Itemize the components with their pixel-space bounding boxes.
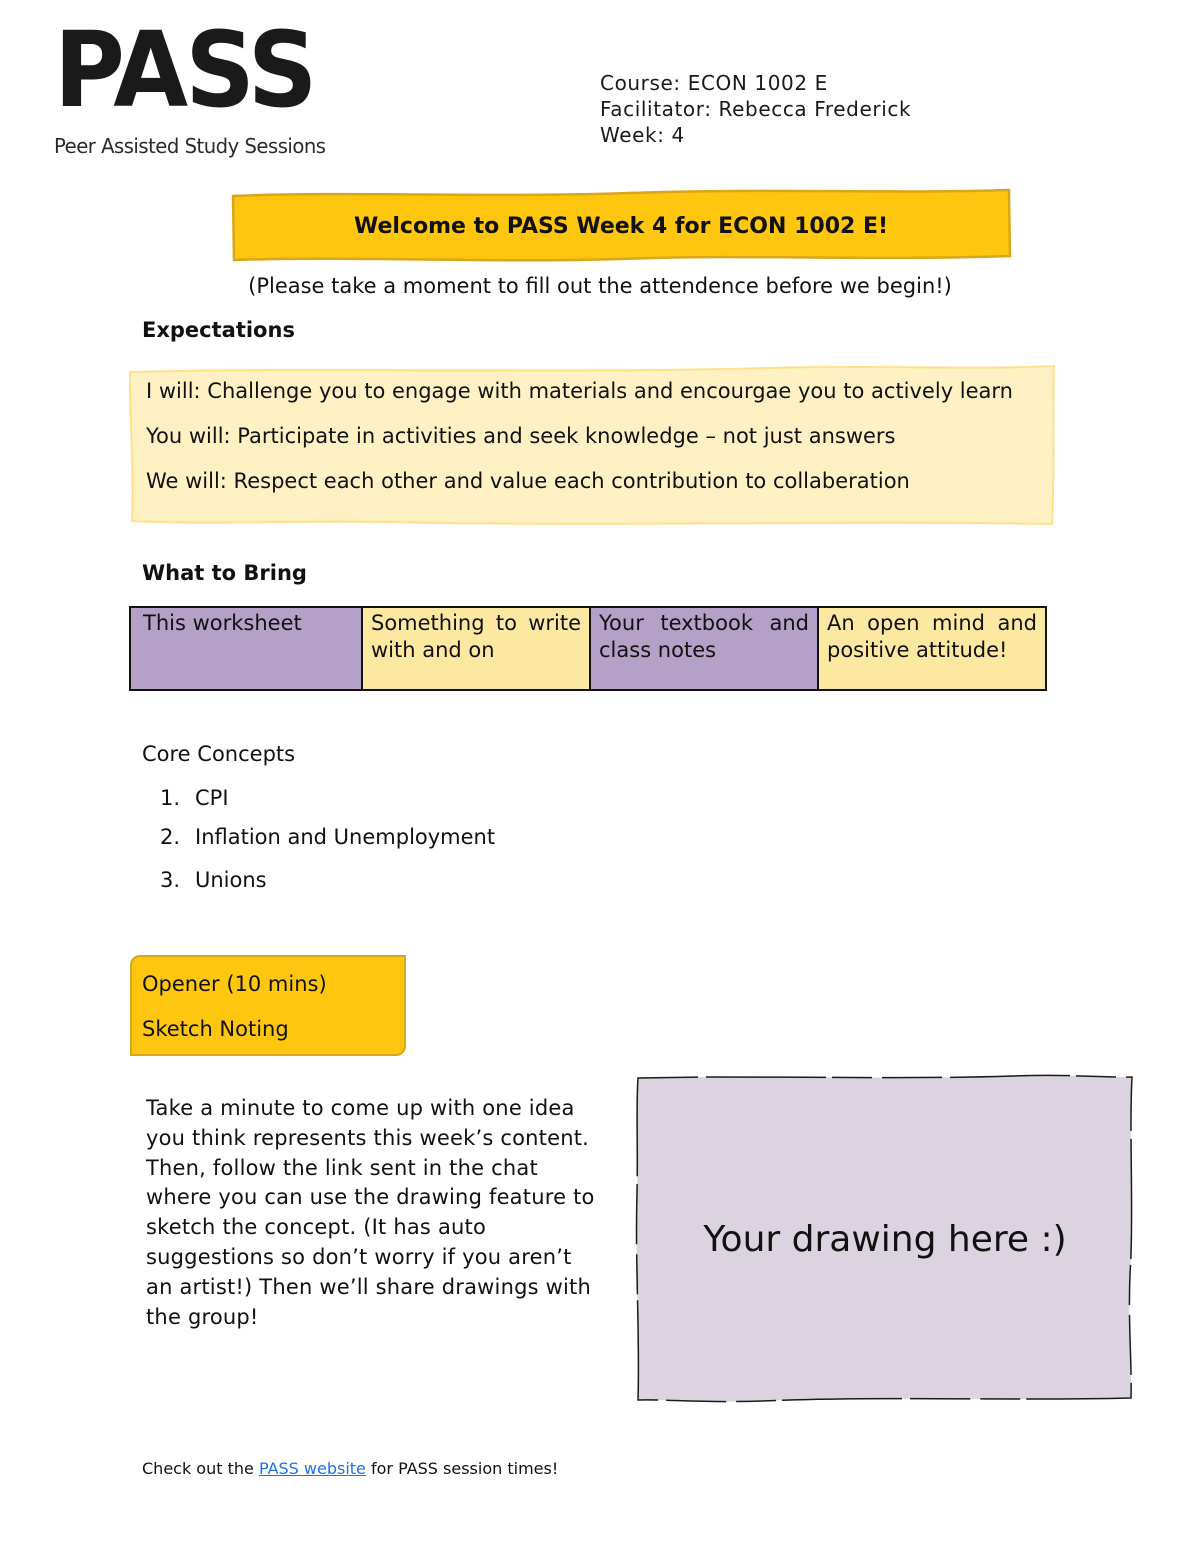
footer-suffix: for PASS session times! <box>365 1459 559 1478</box>
list-item <box>160 786 229 810</box>
bring-item-writing: Something to write with and on <box>363 608 591 689</box>
list-label: CPI <box>195 786 229 810</box>
logo-subtitle: Peer Assisted Study Sessions <box>54 134 326 158</box>
pass-logo <box>52 9 326 166</box>
welcome-title: Welcome to PASS Week 4 for ECON 1002 E! <box>353 213 889 239</box>
course-info <box>600 70 911 148</box>
week-label: Week: 4 <box>600 123 685 147</box>
course-label: Course: ECON 1002 E <box>600 71 828 95</box>
expectations-box <box>128 362 1056 528</box>
expectation-i-will: I will: Challenge you to engage with materials and encourgae you to actively learn <box>146 379 1013 403</box>
bring-item-textbook: Your textbook and class notes <box>591 608 819 689</box>
list-label: Unions <box>195 868 267 892</box>
welcome-banner <box>230 188 1012 264</box>
attendance-note: (Please take a moment to fill out the attendence before we begin!) <box>248 274 952 298</box>
drawing-area[interactable] <box>632 1074 1136 1404</box>
expectation-we-will: We will: Respect each other and value each contribution to collaberation <box>146 469 910 493</box>
core-concepts-title: Core Concepts <box>142 742 296 766</box>
opener-activity: Sketch Noting <box>142 1017 289 1041</box>
opener-title: Opener (10 mins) <box>142 972 327 996</box>
opener-callout <box>130 955 406 1056</box>
list-number: 2. <box>160 825 181 849</box>
list-number: 1. <box>160 786 181 810</box>
list-item <box>160 825 495 849</box>
list-item <box>160 868 267 892</box>
drawing-placeholder: Your drawing here :) <box>703 1218 1067 1260</box>
bring-item-attitude: An open mind and positive attitude! <box>819 608 1045 689</box>
bring-item-worksheet: This worksheet <box>131 608 363 689</box>
what-to-bring-heading: What to Bring <box>142 561 307 585</box>
logo-wordmark: PASS <box>54 9 315 131</box>
sketch-instructions: Take a minute to come up with one idea you think represents this week’s content. Then, follow the link sent in the chat where you can use the drawing feature to sketch the concept. (It has auto suggestions so don’t worry if you aren’t an artist!) Then we’ll share drawings with the group! <box>146 1096 595 1329</box>
list-number: 3. <box>160 868 181 892</box>
footer-prefix: Check out the <box>142 1459 259 1478</box>
what-to-bring-table <box>129 606 1047 691</box>
list-label: Inflation and Unemployment <box>195 825 496 849</box>
expectation-you-will: You will: Participate in activities and seek knowledge – not just answers <box>146 424 896 448</box>
footer-note <box>142 1459 558 1478</box>
pass-website-link[interactable]: PASS website <box>258 1459 366 1478</box>
facilitator-label: Facilitator: Rebecca Frederick <box>600 97 912 121</box>
expectations-heading: Expectations <box>142 318 295 342</box>
